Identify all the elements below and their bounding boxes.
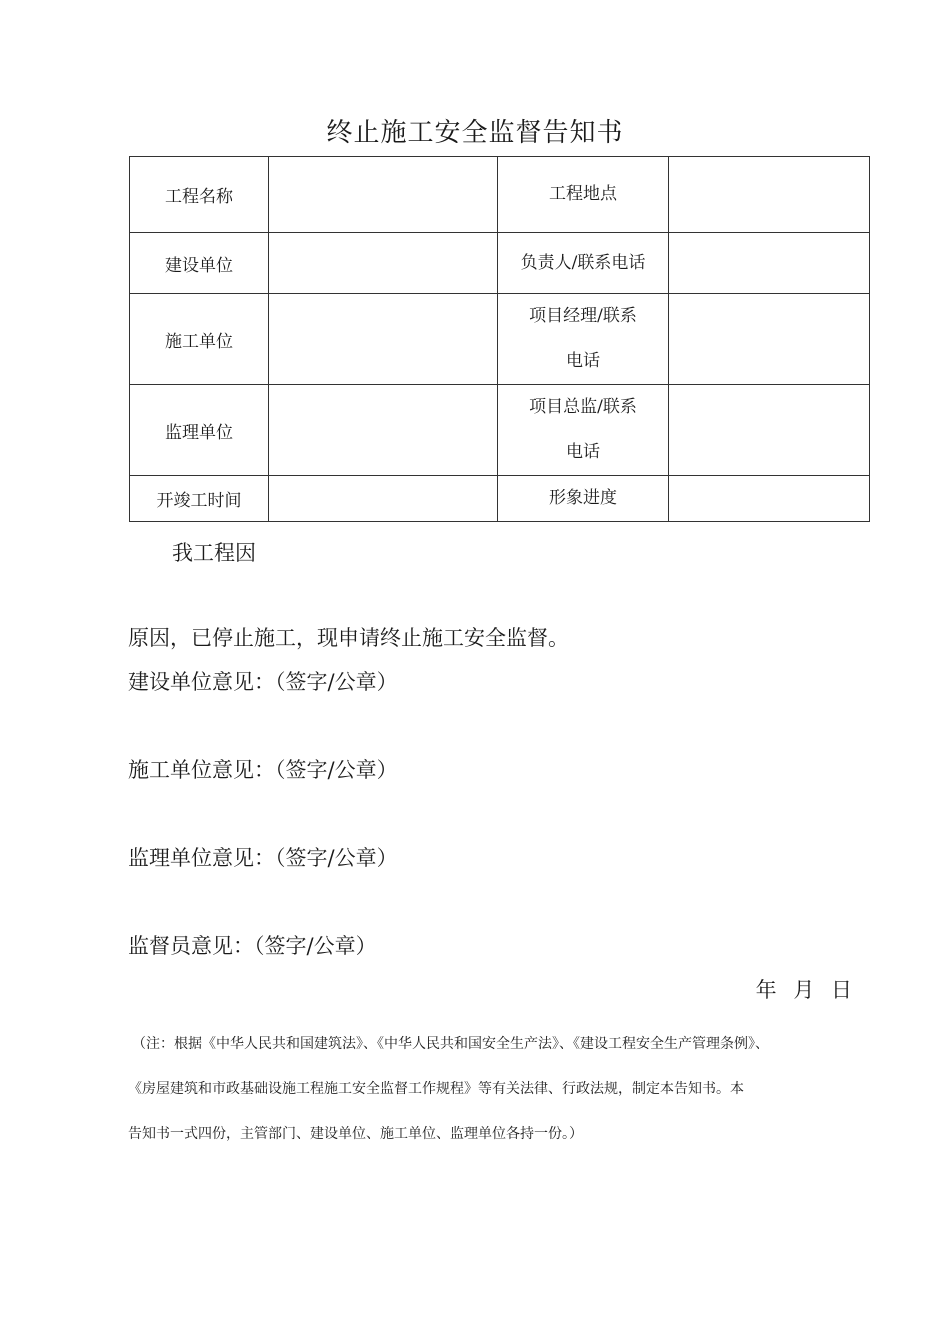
label-chief-supervisor-phone: [498, 385, 669, 476]
label-project-name: 工程名称: [130, 157, 269, 233]
reason-statement: 原因，已停止施工，现申请终止施工安全监督。: [128, 626, 569, 650]
label-progress: 形象进度: [498, 476, 669, 522]
field-progress[interactable]: [669, 476, 870, 522]
field-project-location[interactable]: [669, 157, 870, 233]
table-row: [130, 385, 870, 476]
note-line: 告知书一式四份，主管部门、建设单位、施工单位、监理单位各持一份。）: [128, 1126, 583, 1142]
label-project-manager-phone: [498, 294, 669, 385]
label-supervision-unit: 监理单位: [130, 385, 269, 476]
inspector-opinion: 监督员意见：（签字/公章）: [128, 934, 377, 958]
builder-opinion: 建设单位意见：（签字/公章）: [128, 670, 398, 694]
label-line: 电话: [566, 442, 600, 462]
field-chief-supervisor-phone[interactable]: [669, 385, 870, 476]
reason-intro: 我工程因: [172, 541, 256, 565]
contractor-opinion: 施工单位意见：（签字/公章）: [128, 758, 398, 782]
label-start-end-time: 开竣工时间: [130, 476, 269, 522]
label-line: 项目经理/联系: [529, 306, 637, 326]
table-row: [130, 294, 870, 385]
field-contractor[interactable]: [269, 294, 498, 385]
supervisor-opinion: 监理单位意见：（签字/公章）: [128, 846, 398, 870]
label-line: 项目总监/联系: [529, 397, 637, 417]
field-project-manager-phone[interactable]: [669, 294, 870, 385]
field-project-name[interactable]: [269, 157, 498, 233]
label-construction-unit: 建设单位: [130, 233, 269, 294]
label-line: 电话: [566, 351, 600, 371]
field-supervision-unit[interactable]: [269, 385, 498, 476]
table-row: [130, 157, 870, 233]
date-line: 年 月 日: [755, 978, 852, 1002]
label-project-location: 工程地点: [498, 157, 669, 233]
table-row: [130, 476, 870, 522]
field-construction-unit[interactable]: [269, 233, 498, 294]
note-line: （注：根据《中华人民共和国建筑法》、《中华人民共和国安全生产法》、《建设工程安全生产管理条例》、: [132, 1036, 769, 1052]
project-info-table: [129, 156, 870, 522]
note-line: 《房屋建筑和市政基础设施工程施工安全监督工作规程》等有关法律、行政法规，制定本告知书。本: [128, 1081, 744, 1097]
label-responsible-phone: 负责人/联系电话: [498, 233, 669, 294]
document-title: 终止施工安全监督告知书: [326, 118, 624, 148]
label-contractor: 施工单位: [130, 294, 269, 385]
field-start-end-time[interactable]: [269, 476, 498, 522]
table-row: [130, 233, 870, 294]
field-responsible-phone[interactable]: [669, 233, 870, 294]
